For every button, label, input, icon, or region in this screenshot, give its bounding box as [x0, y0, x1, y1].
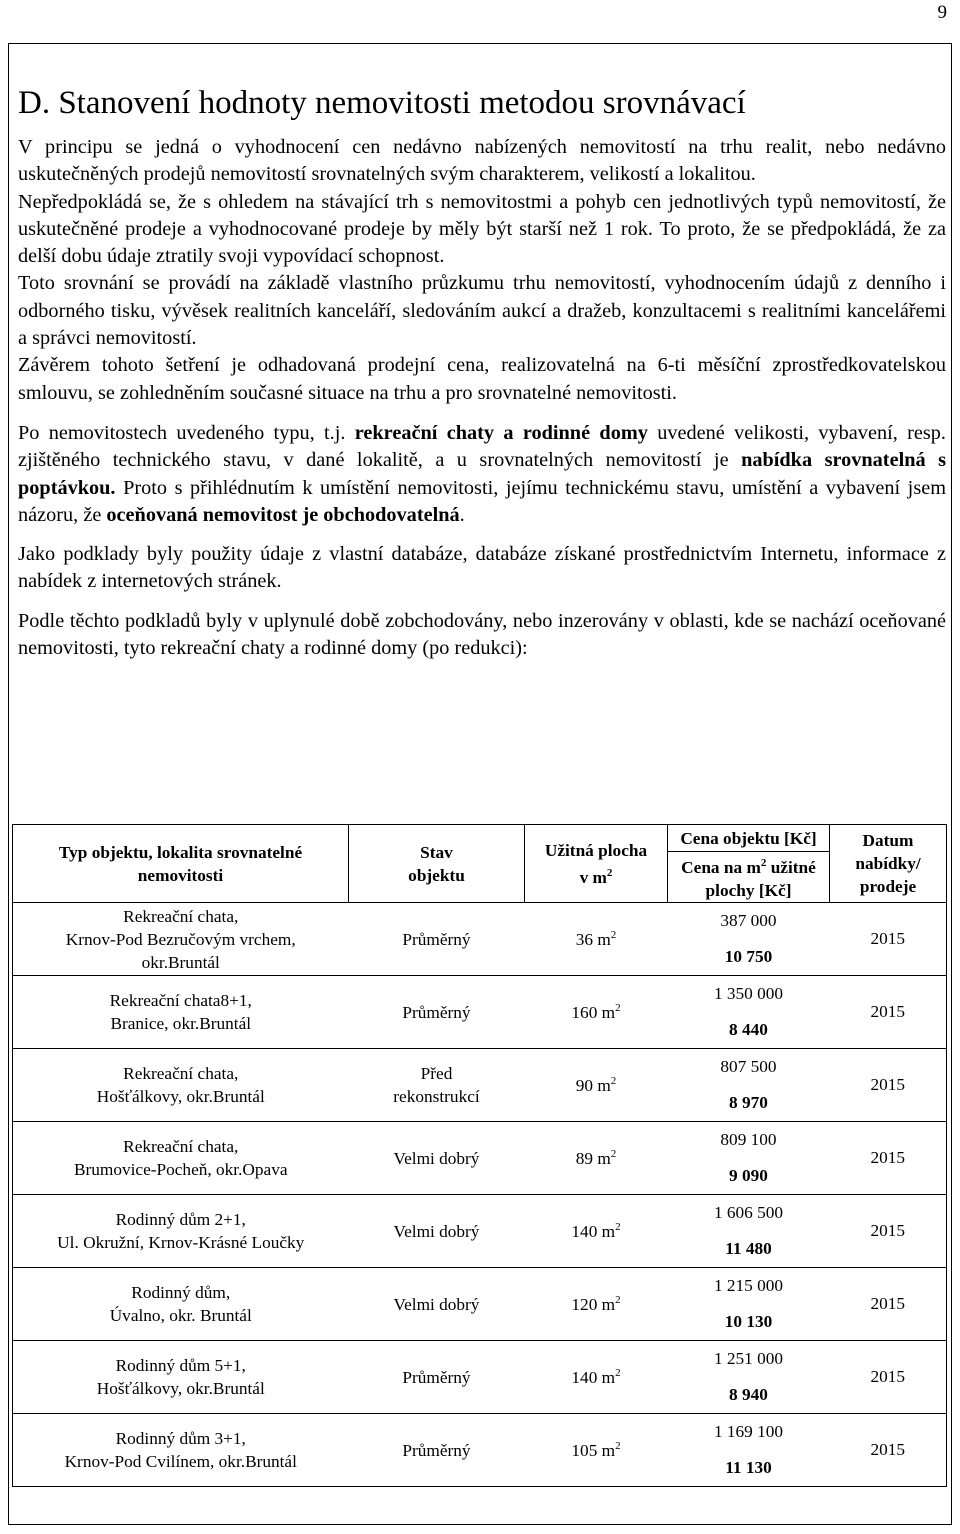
location-line: Rodinný dům,: [131, 1283, 231, 1302]
location-line: Rekreační chata,: [123, 1064, 239, 1083]
location-line: Hošťálkovy, okr.Bruntál: [96, 1087, 265, 1106]
header-text: objektu: [408, 865, 465, 885]
superscript: 2: [610, 1147, 617, 1160]
cell-price: [668, 1122, 830, 1195]
page-number: 9: [937, 2, 947, 23]
cell-price: [668, 1414, 830, 1487]
cell-date: 2015: [830, 1414, 947, 1487]
header-text: Cena objektu [Kč]: [668, 826, 829, 852]
cell-area: [525, 976, 668, 1049]
paragraph-assumption: Nepředpokládá se, že s ohledem na stávající trh s nemovitostmi a pohyb cen jednotlivých typů nemovitostí, že uskutečněné prodeje a vyhodnocované prodeje by měly být starší než 1 rok. To proto, že se předpokládá, že za delší dobu údaje ztratily svoji vypovídací schopnost.: [18, 190, 946, 268]
text-run: uvedené velikosti, vybavení, resp. zjištěného technického stavu, v dané lokalitě, a u srovnatelných nemovitostí je: [18, 421, 946, 472]
state-line: Průměrný: [402, 1367, 471, 1387]
cell-state: [349, 1341, 525, 1414]
cell-area: [525, 1268, 668, 1341]
price-total: 1 169 100: [713, 1422, 784, 1441]
cell-location: [13, 1195, 349, 1268]
cell-state: [349, 1122, 525, 1195]
table-row: [13, 1122, 947, 1195]
cell-area: [525, 1414, 668, 1487]
location-line: Krnov-Pod Cvilínem, okr.Bruntál: [64, 1452, 297, 1471]
paragraph-conclusion: Závěrem tohoto šetření je odhadovaná prodejní cena, realizovatelná na 6-ti měsíční zprostředkovatelskou smlouvu, se zohledněním současné situace na trhu a pro srovnatelné nemovitosti.: [18, 354, 946, 404]
paragraph-method: Toto srovnání se provádí na základě vlastního průzkumu trhu nemovitostí, vyhodnocením údajů z denního i odborného tisku, vývěsek realitních kanceláří, sledováním aukcí a dražeb, konzultacemi s realitními kancelářemi a správci nemovitostí.: [18, 272, 946, 350]
header-text: v m: [579, 867, 607, 887]
cell-area: [525, 1341, 668, 1414]
superscript: 2: [615, 1293, 621, 1306]
state-line: Průměrný: [402, 929, 471, 949]
area-value: 105 m: [571, 1440, 616, 1460]
header-date: [830, 825, 947, 903]
location-line: Ul. Okružní, Krnov-Krásné Loučky: [57, 1233, 305, 1252]
cell-state: [349, 1049, 525, 1122]
superscript: 2: [615, 1220, 621, 1233]
comparison-table: [12, 824, 947, 1487]
price-per-m2: 8 440: [729, 1020, 768, 1039]
state-line: Průměrný: [402, 1002, 471, 1022]
text-run: Po nemovitostech uvedeného typu, t.j.: [18, 421, 355, 444]
cell-state: [349, 976, 525, 1049]
paragraph-principle: V principu se jedná o vyhodnocení cen nedávno nabízených nemovitostí na trhu realit, nebo nedávno uskutečněných prodejů nemovitostí srovnatelných svým charakterem, velikostí a lokalitou.: [18, 136, 946, 186]
cell-location: [13, 1341, 349, 1414]
price-per-m2: 11 130: [725, 1458, 772, 1477]
cell-location: [13, 976, 349, 1049]
location-line: Rekreační chata,: [123, 1137, 239, 1156]
header-text: užitné: [766, 857, 816, 877]
state-line: Před: [420, 1064, 453, 1083]
cell-location: [13, 1049, 349, 1122]
cell-price: [668, 1049, 830, 1122]
location-line: Hošťálkovy, okr.Bruntál: [96, 1379, 265, 1398]
header-text: plochy [Kč]: [705, 880, 792, 900]
superscript: 2: [615, 1439, 621, 1452]
cell-date: 2015: [830, 1049, 947, 1122]
state-line: Velmi dobrý: [393, 1294, 480, 1314]
price-per-m2: 10 130: [724, 1312, 773, 1331]
price-total: 807 500: [720, 1057, 777, 1076]
header-type: [13, 825, 349, 903]
price-per-m2: 10 750: [724, 947, 773, 966]
table-row: [13, 976, 947, 1049]
cell-state: [349, 1268, 525, 1341]
state-line: Průměrný: [402, 1440, 471, 1460]
area-value: 140 m: [571, 1221, 616, 1241]
state-line: rekonstrukcí: [393, 1087, 480, 1106]
cell-state: [349, 1195, 525, 1268]
bold-run: oceňovaná nemovitost je obchodovatelná: [106, 503, 460, 526]
cell-location: [13, 1122, 349, 1195]
header-price: [668, 825, 830, 903]
table-row: [13, 1268, 947, 1341]
header-text: prodeje: [859, 877, 917, 896]
location-line: Rodinný dům 2+1,: [115, 1210, 246, 1229]
location-line: Rodinný dům 3+1,: [115, 1429, 246, 1448]
paragraph-intro-table: Podle těchto podkladů byly v uplynulé době zobchodovány, nebo inzerovány v oblasti, kde se nachází oceňované nemovitosti, tyto rekreační chaty a rodinné domy (po redukci):: [18, 609, 946, 660]
superscript: 2: [610, 928, 617, 941]
price-total: 1 251 000: [713, 1349, 784, 1368]
header-text: Typ objektu, lokalita srovnatelné: [58, 842, 303, 862]
cell-location: [13, 1268, 349, 1341]
price-total: 809 100: [720, 1130, 777, 1149]
price-per-m2: 8 940: [729, 1385, 768, 1404]
price-per-m2: 11 480: [725, 1239, 772, 1258]
cell-state: [349, 1414, 525, 1487]
cell-price: [668, 903, 830, 976]
state-line: Velmi dobrý: [393, 1221, 480, 1241]
table-row: [13, 1049, 947, 1122]
text-run: Proto s přihlédnutím k umístění nemovitosti, jejímu technickému stavu, umístění a vybavení jsem názoru, že: [18, 476, 946, 526]
area-value: 140 m: [571, 1367, 616, 1387]
superscript: 2: [615, 1001, 621, 1014]
location-line: Rekreační chata,: [123, 906, 239, 926]
cell-area: [525, 903, 668, 976]
bold-run: rekreační chaty a rodinné domy: [354, 421, 648, 444]
cell-price: [668, 1341, 830, 1414]
cell-state: [349, 903, 525, 976]
table-row: [13, 1414, 947, 1487]
price-total: 1 350 000: [713, 984, 784, 1003]
location-line: okr.Bruntál: [141, 952, 220, 972]
table-row: [13, 903, 947, 976]
header-area: [525, 825, 668, 903]
cell-date: 2015: [830, 1195, 947, 1268]
superscript: 2: [610, 1074, 617, 1087]
cell-date: 2015: [830, 903, 947, 976]
header-text: Užitná plocha: [544, 840, 648, 860]
location-line: Brumovice-Pocheň, okr.Opava: [73, 1160, 288, 1179]
cell-location: [13, 903, 349, 976]
cell-date: 2015: [830, 976, 947, 1049]
cell-location: [13, 1414, 349, 1487]
paragraph-sources: Jako podklady byly použity údaje z vlastní databáze, databáze získané prostřednictvím Internetu, informace z nabídek z internetových stránek.: [18, 543, 946, 593]
superscript: 2: [615, 1366, 621, 1379]
superscript: 2: [606, 866, 613, 879]
price-total: 1 215 000: [713, 1276, 784, 1295]
location-line: Branice, okr.Bruntál: [110, 1014, 252, 1033]
paragraph-marketability: [18, 420, 946, 529]
table-row: [13, 1195, 947, 1268]
document-body: [18, 81, 946, 662]
header-text: Stav: [420, 842, 453, 862]
header-text: nemovitosti: [137, 865, 224, 885]
area-value: 89 m: [575, 1148, 611, 1168]
cell-date: 2015: [830, 1268, 947, 1341]
location-line: Krnov-Pod Bezručovým vrchem,: [65, 929, 296, 949]
cell-date: 2015: [830, 1122, 947, 1195]
header-state: [349, 825, 525, 903]
area-value: 36 m: [575, 929, 611, 949]
cell-area: [525, 1049, 668, 1122]
cell-area: [525, 1195, 668, 1268]
header-text: Cena na m: [681, 857, 761, 877]
text-run: .: [459, 503, 465, 526]
table-header-row: [13, 825, 947, 903]
header-text: nabídky/: [855, 854, 921, 873]
cell-price: [668, 976, 830, 1049]
cell-price: [668, 1268, 830, 1341]
section-heading: D. Stanovení hodnoty nemovitosti metodou srovnávací: [18, 85, 746, 121]
price-total: 1 606 500: [713, 1203, 784, 1222]
location-line: Úvalno, okr. Bruntál: [109, 1306, 252, 1325]
state-line: Velmi dobrý: [393, 1148, 480, 1168]
area-value: 90 m: [575, 1075, 611, 1095]
area-value: 160 m: [571, 1002, 616, 1022]
price-total: 387 000: [720, 911, 777, 930]
header-text: Datum: [862, 831, 914, 850]
price-per-m2: 8 970: [729, 1093, 768, 1112]
location-line: Rodinný dům 5+1,: [115, 1356, 246, 1375]
cell-price: [668, 1195, 830, 1268]
price-per-m2: 9 090: [729, 1166, 768, 1185]
area-value: 120 m: [571, 1294, 616, 1314]
cell-date: 2015: [830, 1341, 947, 1414]
cell-area: [525, 1122, 668, 1195]
bold-run: nabídka srovnatelná s poptávkou.: [18, 449, 946, 499]
location-line: Rekreační chata8+1,: [109, 991, 252, 1010]
superscript: 2: [760, 856, 767, 869]
table-row: [13, 1341, 947, 1414]
